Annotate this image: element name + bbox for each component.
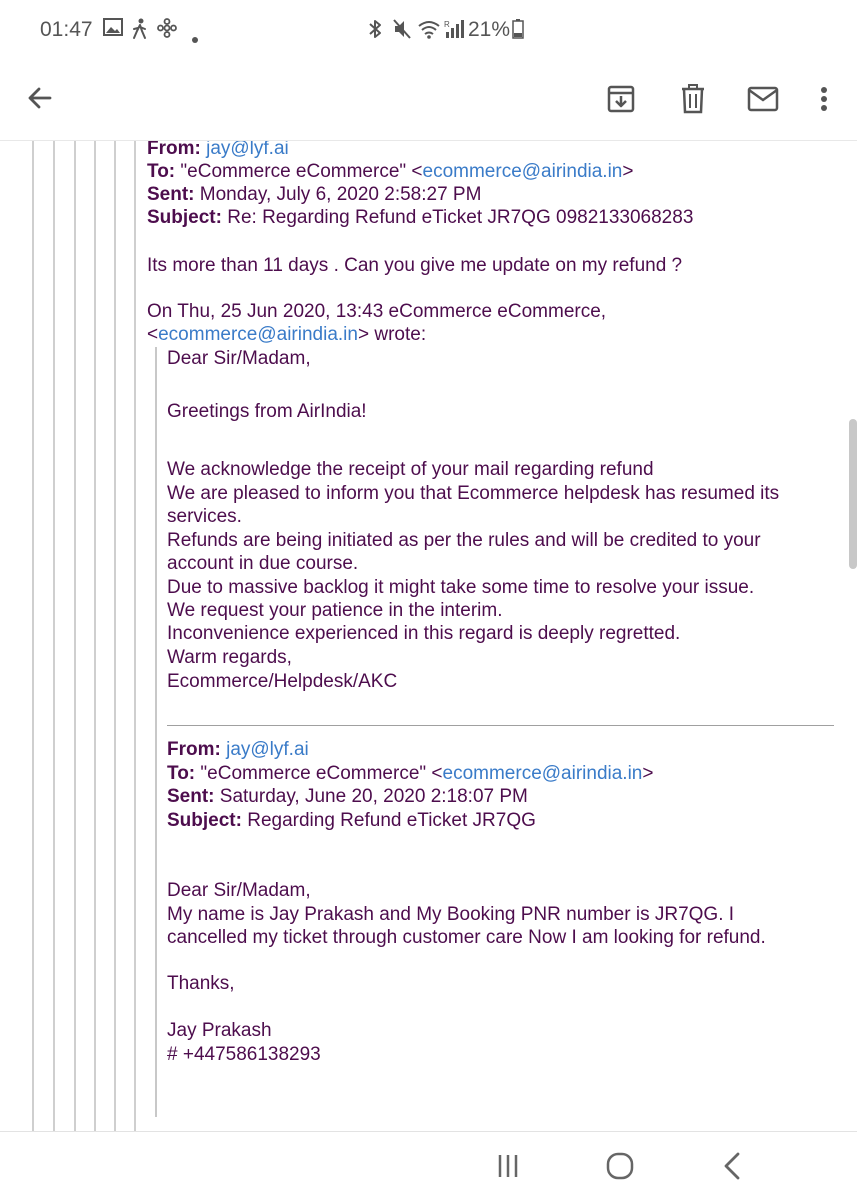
trash-icon[interactable] — [675, 82, 711, 116]
reply-line: Due to massive backlog it might take some time to resolve your issue. — [167, 577, 755, 598]
to-email-link[interactable]: ecommerce@airindia.in — [442, 763, 643, 784]
original-line: My name is Jay Prakash and My Booking PNR number is JR7QG. I — [167, 904, 735, 925]
notification-dot-icon — [191, 26, 199, 50]
reply-line: Ecommerce/Helpdesk/AKC — [167, 671, 398, 692]
recents-icon[interactable] — [490, 1148, 526, 1184]
scrollbar-thumb[interactable] — [849, 419, 857, 569]
reply-line: Dear Sir/Madam, — [167, 348, 311, 369]
phone-number-link[interactable]: # +447586138293 — [167, 1044, 321, 1065]
pinwheel-icon — [157, 18, 177, 44]
body-text: Its more than 11 days . Can you give me update on my refund ? — [147, 255, 683, 276]
subject-line: Subject: Regarding Refund eTicket JR7QG — [167, 810, 536, 831]
original-line: Jay Prakash — [167, 1020, 272, 1041]
status-time: 01:47 — [40, 18, 93, 41]
gallery-icon — [103, 18, 123, 42]
from-email-link[interactable]: jay@lyf.ai — [226, 739, 309, 760]
wifi-icon — [417, 18, 441, 46]
message-separator — [167, 725, 834, 726]
reply-line: account in due course. — [167, 553, 359, 574]
inner-quote-bar — [155, 347, 157, 1117]
reply-line: We acknowledge the receipt of your mail regarding refund — [167, 459, 654, 480]
from-line: From: jay@lyf.ai — [167, 739, 309, 760]
svg-text:R: R — [444, 20, 450, 29]
reply-line: We request your patience in the interim. — [167, 600, 503, 621]
status-bar — [0, 0, 857, 62]
back-arrow-icon[interactable] — [24, 82, 56, 114]
mail-icon[interactable] — [744, 82, 782, 116]
reply-line: We are pleased to inform you that Ecommerce helpdesk has resumed its — [167, 483, 780, 504]
from-line: From: jay@lyf.ai — [147, 141, 289, 161]
walking-icon — [131, 18, 149, 46]
reply-line: Greetings from AirIndia! — [167, 401, 367, 422]
email-content — [0, 141, 857, 1131]
mute-icon — [392, 18, 412, 46]
original-line: cancelled my ticket through customer care Now I am looking for refund. — [167, 927, 766, 948]
battery-icon — [512, 18, 524, 46]
signal-icon — [444, 18, 464, 46]
reply-line: Inconvenience experienced in this regard is deeply regretted. — [167, 623, 681, 644]
reply-line: services. — [167, 506, 242, 527]
sent-line: Sent: Monday, July 6, 2020 2:58:27 PM — [147, 184, 482, 205]
quote-intro: On Thu, 25 Jun 2020, 13:43 eCommerce eCommerce, — [147, 301, 607, 322]
reply-line: Warm regards, — [167, 647, 292, 668]
bluetooth-icon — [366, 18, 384, 46]
to-line: To: "eCommerce eCommerce" <ecommerce@airindia.in> — [147, 161, 634, 182]
archive-icon[interactable] — [603, 82, 639, 116]
quote-intro-email: <ecommerce@airindia.in> wrote: — [147, 324, 427, 345]
original-line: Dear Sir/Madam, — [167, 880, 311, 901]
subject-line: Subject: Re: Regarding Refund eTicket JR7QG 0982133068283 — [147, 207, 694, 228]
sent-line: Sent: Saturday, June 20, 2020 2:18:07 PM — [167, 786, 528, 807]
reply-line: Refunds are being initiated as per the rules and will be credited to your — [167, 530, 761, 551]
home-icon[interactable] — [602, 1148, 638, 1184]
system-nav-bar — [0, 1132, 857, 1200]
from-email-link[interactable]: jay@lyf.ai — [206, 141, 289, 159]
app-bar — [0, 62, 857, 140]
nav-back-icon[interactable] — [714, 1148, 750, 1184]
battery-percent: 21% — [468, 18, 511, 41]
quote-email-link[interactable]: ecommerce@airindia.in — [158, 324, 358, 345]
original-line: Thanks, — [167, 973, 235, 994]
to-line: To: "eCommerce eCommerce" <ecommerce@airindia.in> — [167, 763, 654, 784]
to-email-link[interactable]: ecommerce@airindia.in — [422, 161, 623, 182]
more-vert-icon[interactable] — [810, 82, 838, 116]
